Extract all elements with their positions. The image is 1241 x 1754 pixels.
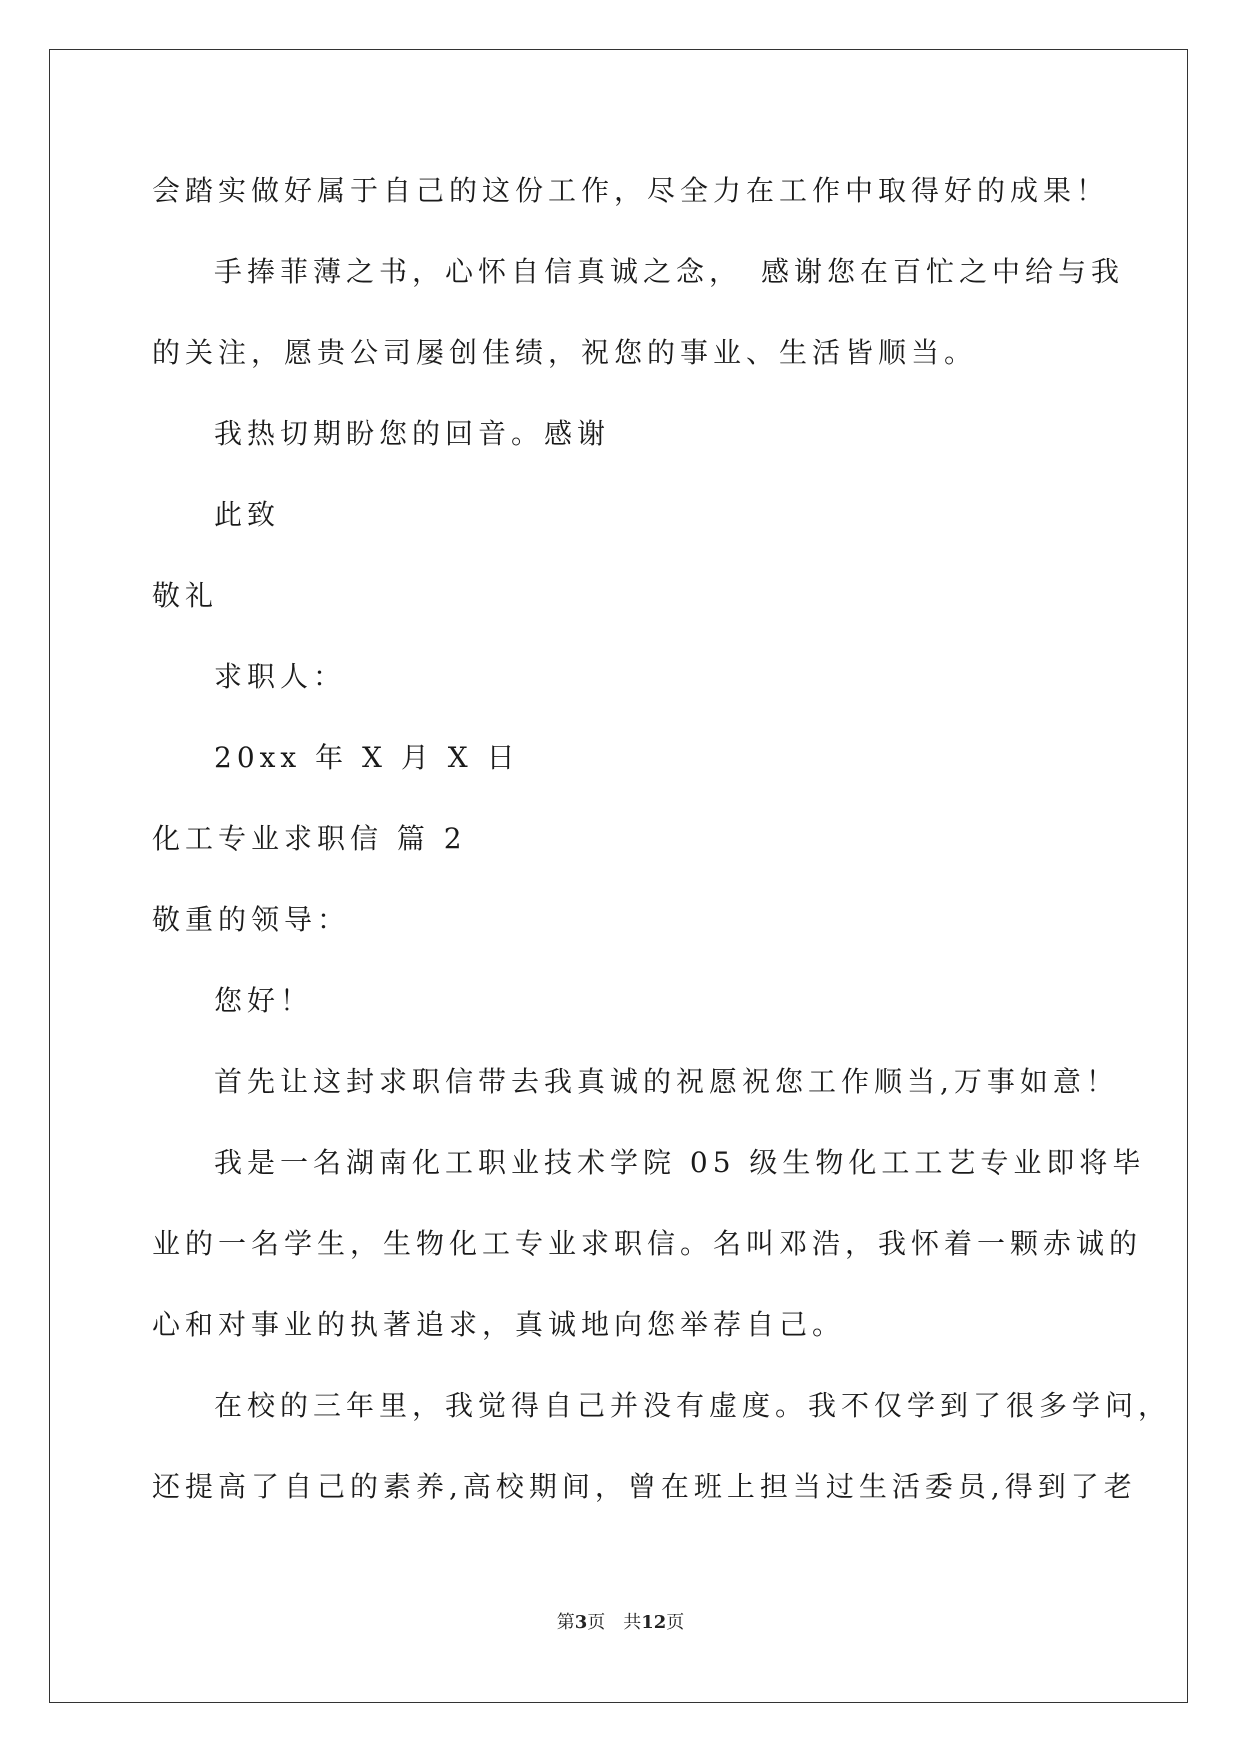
- text-line: 业的一名学生，生物化工专业求职信。名叫邓浩，我怀着一颗赤诚的: [152, 1227, 1143, 1260]
- closing-salutation: 此致: [214, 498, 281, 531]
- footer-total-suffix: 页: [666, 1612, 685, 1633]
- greeting-hello: 您好！: [214, 984, 314, 1017]
- text-line: 在校的三年里，我觉得自己并没有虚度。我不仅学到了很多学问，: [214, 1389, 1172, 1422]
- text-line: 首先让这封求职信带去我真诚的祝愿祝您工作顺当,万事如意！: [214, 1065, 1119, 1098]
- footer-page-suffix: 页: [587, 1612, 606, 1633]
- text-line: 的关注，愿贵公司屡创佳绩，祝您的事业、生活皆顺当。: [152, 336, 978, 369]
- text-line: 手捧菲薄之书，心怀自信真诚之念， 感谢您在百忙之中给与我: [214, 255, 1125, 288]
- text-line: 我是一名湖南化工职业技术学院 05 级生物化工工艺专业即将毕: [214, 1146, 1146, 1179]
- footer-page-number: 3: [574, 1612, 588, 1633]
- text-line: 还提高了自己的素养,高校期间，曾在班上担当过生活委员,得到了老: [152, 1470, 1137, 1503]
- text-line: 会踏实做好属于自己的这份工作，尽全力在工作中取得好的成果！: [152, 174, 1110, 207]
- text-line: 我热切期盼您的回音。感谢: [214, 417, 611, 450]
- signature-label: 求职人：: [214, 660, 347, 693]
- footer-total-prefix: 共: [623, 1612, 642, 1633]
- closing-regards: 敬礼: [152, 579, 219, 612]
- footer-total-number: 12: [641, 1612, 667, 1633]
- page-border: [49, 49, 1188, 1703]
- greeting: 敬重的领导：: [152, 903, 351, 936]
- footer-page-prefix: 第: [556, 1612, 575, 1633]
- section-heading: 化工专业求职信 篇 2: [152, 822, 467, 855]
- text-line: 心和对事业的执著追求，真诚地向您举荐自己。: [152, 1308, 846, 1341]
- date-line: 20xx 年 X 月 X 日: [214, 741, 520, 774]
- page-footer: [0, 1612, 1241, 1634]
